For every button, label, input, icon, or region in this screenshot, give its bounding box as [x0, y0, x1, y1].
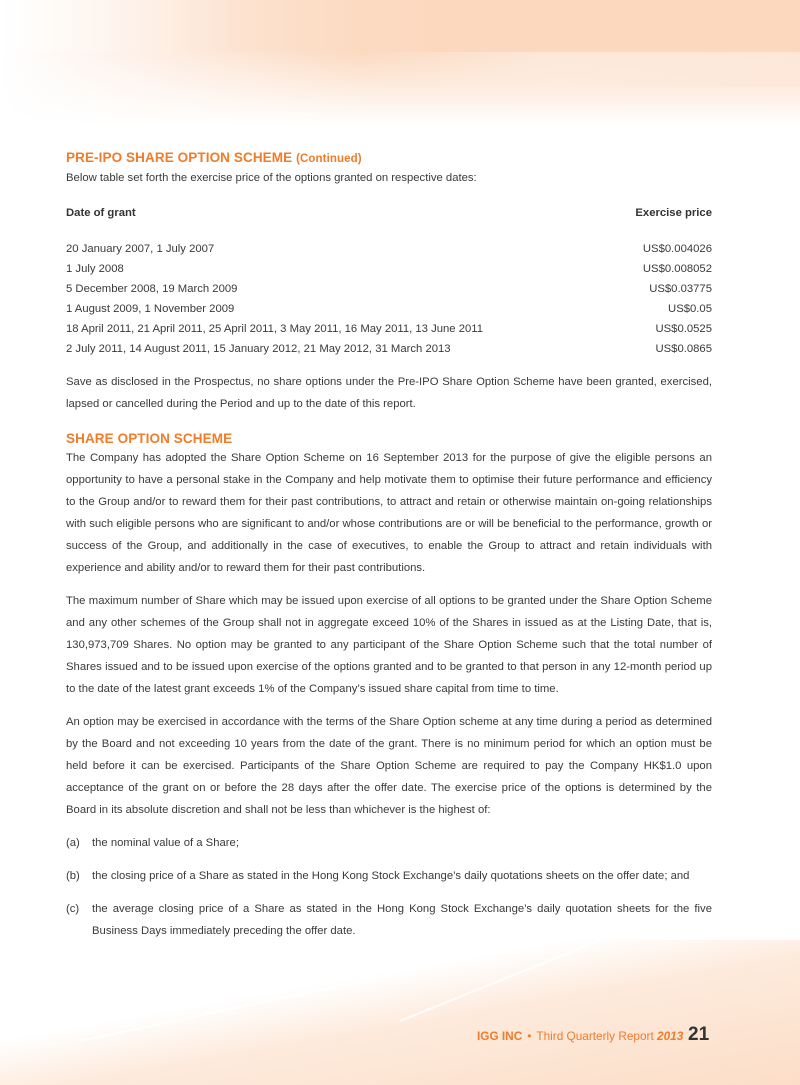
exercise-price: US$0.0525 [655, 323, 712, 335]
paragraph: The Company has adopted the Share Option Scheme on 16 September 2013 for the purpose of give the eligible persons an opportunity to have a personal stake in the Company and help motivate them to optimise their future performance and efficiency to the Group and/or to reward them for their past contributions, to attract and retain or otherwise maintain on-going relationships with such eligible persons who are significant to and/or whose contributions are or will be beneficial to the performance, growth or success of the Group, and additionally in the case of executives, to enable the Group to attract and retain individuals with experience and ability and/or to reward them for their past contributions. [66, 452, 712, 574]
header-band [0, 52, 800, 87]
list-label: (b) [66, 870, 80, 882]
exercise-price: US$0.03775 [649, 283, 712, 295]
report-name: Third Quarterly Report [536, 1029, 654, 1043]
list-text: the average closing price of a Share as stated in the Hong Kong Stock Exchange’s daily quotation sheets for the five Business Days immediately preceding the offer date. [92, 903, 712, 937]
grant-date: 5 December 2008, 19 March 2009 [66, 283, 238, 295]
column-header-date: Date of grant [66, 207, 136, 219]
section-title-text: PRE-IPO SHARE OPTION SCHEME [66, 150, 293, 165]
page-content [66, 150, 712, 942]
table-row [66, 259, 712, 279]
intro-text: Below table set forth the exercise price of the options granted on respective dates: [66, 172, 477, 184]
grant-date: 1 August 2009, 1 November 2009 [66, 303, 235, 315]
exercise-price: US$0.004026 [642, 243, 712, 255]
header-decoration [0, 0, 800, 125]
list-item [66, 865, 712, 887]
grant-date: 20 January 2007, 1 July 2007 [66, 243, 215, 255]
bullet-separator: • [527, 1029, 532, 1043]
exercise-price-table [66, 203, 712, 359]
table-row [66, 339, 712, 359]
table-row [66, 299, 712, 319]
paragraph: An option may be exercised in accordance with the terms of the Share Option scheme at any time during a period as determined by the Board and not exceeding 10 years from the date of the grant. There is no minimum period for which an option must be held before it can be exercised. Participants of the Share Option Scheme are required to pay the Company HK$1.0 upon acceptance of the grant on or before the 28 days after the offer date. The exercise price of the options is determined by the Board in its absolute discretion and shall not be less than whichever is the highest of: [66, 716, 712, 816]
list-text: the closing price of a Share as stated in the Hong Kong Stock Exchange’s daily quotations sheets on the offer date; and [92, 870, 690, 882]
grant-date: 18 April 2011, 21 April 2011, 25 April 2011, 3 May 2011, 16 May 2011, 13 June 2011 [66, 323, 484, 335]
header-band [0, 0, 800, 52]
grant-date: 1 July 2008 [66, 263, 124, 275]
exercise-price: US$0.05 [668, 303, 712, 315]
pre-ipo-note: Save as disclosed in the Prospectus, no share options under the Pre-IPO Share Option Scheme have been granted, exercised, lapsed or cancelled during the Period and up to the date of this report. [66, 376, 712, 410]
list-item [66, 832, 712, 854]
page-number: 21 [688, 1024, 710, 1045]
grant-date: 2 July 2011, 14 August 2011, 15 January 2012, 21 May 2012, 31 March 2013 [66, 343, 451, 355]
list-label: (a) [66, 837, 80, 849]
table-row [66, 279, 712, 299]
exercise-price: US$0.0865 [655, 343, 712, 355]
table-row [66, 239, 712, 259]
exercise-price: US$0.008052 [642, 263, 712, 275]
company-name: IGG INC [477, 1029, 523, 1043]
list-item [66, 898, 712, 942]
paragraph: The maximum number of Share which may be issued upon exercise of all options to be granted under the Share Option Scheme and any other schemes of the Group shall not in aggregate exceed 10% of the Shares in issued as at the Listing Date, that is, 130,973,709 Shares. No option may be granted to any participant of the Share Option Scheme such that the total number of Shares issued and to be issued upon exercise of the options granted and to be granted to that person in any 12-month period up to the date of the latest grant exceeds 1% of the Company’s issued share capital from time to time. [66, 595, 712, 695]
footer-report-label [477, 1029, 683, 1043]
list-label: (c) [66, 903, 80, 915]
criteria-list [66, 832, 712, 942]
table-row [66, 319, 712, 339]
footer-decoration [0, 940, 800, 1085]
list-text: the nominal value of a Share; [92, 837, 239, 849]
section-title-share-option: SHARE OPTION SCHEME [66, 431, 233, 446]
report-year: 2013 [657, 1029, 684, 1043]
section-title-pre-ipo [66, 150, 712, 165]
table-header [66, 203, 712, 223]
section-title-suffix: (Continued) [296, 153, 362, 165]
column-header-price: Exercise price [635, 207, 712, 219]
